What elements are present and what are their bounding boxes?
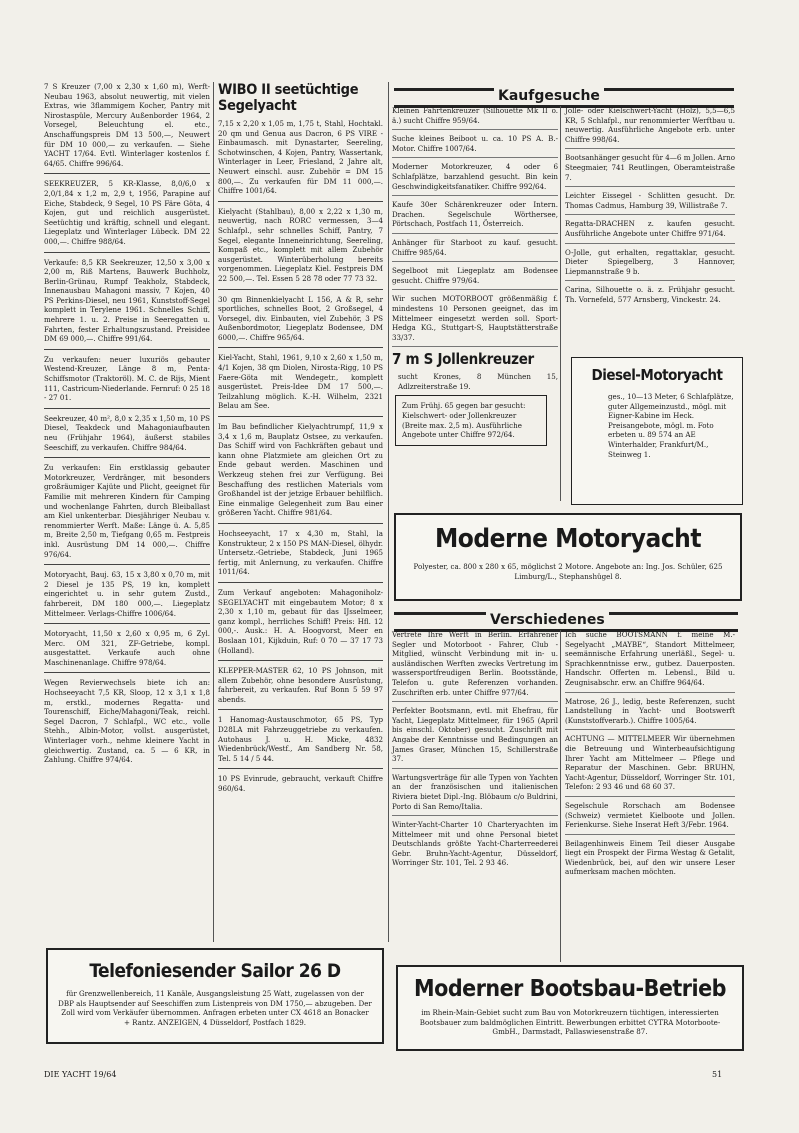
classified-ad: Verkaufe: 8,5 KR Seekreuzer, 12,50 x 3,00 x 2,00 m, Riß Martens, Bauwerk Buchholz, Berlin-Grünau, Rumpf Teakholz, Stabdeck, Innenausbau Mahagoni massiv, 7 Kojen, 40 PS Perkins-Diesel, neu 1961, Kunststoff-Segel komplett in Terylene 1961. Schnelles Schiff, mehrere 1. u. 2. Preise in Seeregatten u. Fahrten, fester Erhaltungszustand. Preisidee DM 69 000,—. Chiffre 991/64. [44,257,210,344]
classified-ad: Matrose, 26 J., ledig, beste Referenzen, sucht Landstellung in Yacht- und Bootswerft (Kunststoffverarb.). Chiffre 1005/64. [565,696,735,725]
classified-ad: 10 PS Evinrude, gebraucht, verkauft Chiffre 960/64. [218,774,383,794]
classified-ad: 7 S Kreuzer (7,00 x 2,30 x 1,60 m), Werft-Neubau 1963, absolut neuwertig, mit vielen Extras, wie 3flammigem Kocher, Pantry mit Nirostaspüle, Mercury Außenborder 1964, 2 Vorsegel, Beleuchtung el. etc., Anschaffungspreis DM 13 500,—, Neuwert für DM 10 000,— zu verkaufen. — Siehe YACHT 17/64. Evtl. Winterlager kostenlos f. 64/65. Chiffre 996/64. [44,82,210,168]
classified-ad: O-Jolle, gut erhalten, regattaklar, gesucht. Dieter Spiegelberg, 3 Hannover, Liepmannstraße 9 b. [565,247,735,276]
classified-ad: Wartungsverträge für alle Typen von Yachten an der französischen und italienischen Riviera bietet Dipl.-Ing. Blöbaum c/o Buldrini, Porto di San Remo/Italia. [392,772,558,811]
classified-ad: Leichter Eissegel - Schlitten gesucht. Dr. Thomas Cadmus, Hamburg 39, Willistraße 7. [565,191,735,210]
ad-text: ges., 10—13 Meter, 6 Schlafplätze, guter Allgemeinzustd., mögl. mit Eigner-Kabine im Heck. Preisangebote, mögl. m. Foto erbeten u. 89 574 an AE Winterhalder, Frankfurt/M., Steinweg 1. [608,392,734,459]
section-header-verschiedenes: Verschiedenes [394,612,738,632]
classified-ad: 1 Hanomag-Austauschmotor, 65 PS, Typ D28LA mit Fahrzeuggetriebe zu verkaufen. Autohaus J. u. H. Micke, 4832 Wiedenbrück/Westf., Am Sandberg Nr. 58, Tel. 5 14 / 5 44. [218,715,383,763]
classified-ad: Segelboot mit Liegeplatz am Bodensee gesucht. Chiffre 979/64. [392,266,558,285]
classified-ad: ACHTUNG — MITTELMEER Wir übernehmen die Betreuung und Winterbeaufsichtigung Ihrer Yacht am Mittelmeer — Pflege und Reparatur der Maschinen. Gebr. BRUHN, Yacht-Agentur, Düsseldorf, Worringer Str. 101, Telefon: 2 93 46 und 68 60 37. [565,734,735,792]
column-4-lower [565,630,735,881]
classified-ad: 7,15 x 2,20 x 1,05 m, 1,75 t, Stahl, Hochtakl. 20 qm und Genua aus Dacron, 6 PS VIRE - Einbaumasch. mit Dynastarter, Seereling, Schotwinschen, 4 Kojen, Pantry, Wassertank, Winterlager in Leer, Friesland, 2 Jahre alt, Neuwert einschl. ausr. Zubehör = DM 15 800,—. Zu verkaufen für DM 11 000,—. Chiffre 1001/64. [218,119,383,196]
ad-box-bootsbau-betrieb [396,965,744,1051]
ad-text: für Grenzwellenbereich, 11 Kanäle, Ausgangsleistung 25 Watt, zugelassen von der DBP als Hauptsender auf Seeschiffen zum Listenpreis von DM 1750,— abzugeben. Der Zoll wird vom Verkäufer übernommen. Anfragen erbeten unter CX 4618 an Bonacker + Rantz. ANZEIGEN, 4 Düsseldorf, Postfach 1829. [58,989,372,1027]
classified-ad: sucht Krones, 8 München 15, Adlzreiterstraße 19. [398,372,558,391]
ad-headline: 7 m S Jollenkreuzer [392,350,534,369]
classified-ad: Bootsanhänger gesucht für 4—6 m Jollen. Arno Steegmaier, 741 Reutlingen, Oberamteistraße 7. [565,153,735,182]
classified-ad: Motoryacht, 11,50 x 2,60 x 0,95 m, 6 Zyl. Merc. OM 321, ZF-Getriebe, kompl. ausgestattet. Verkaufe auch ohne Maschinenanlage. Chiffre 978/64. [44,629,210,667]
column-3 [392,106,558,446]
ad-text: im Rhein-Main-Gebiet sucht zum Bau von Motorkreuzern tüchtigen, interessierten Bootsbauer zum baldmöglichen Eintritt. Bewerbungen erbittet CYTRA Motorboote-GmbH., Darmstadt, Pallaswiesenstraße 87. [419,1008,721,1037]
classified-ad: Beilagenhinweis Einem Teil dieser Ausgabe liegt ein Prospekt der Firma Westag & Getalit, Wiedenbrück, bei, auf den wir unsere Leser aufmerksam machen möchten. [565,838,735,877]
classified-ad: Seekreuzer, 40 m², 8,0 x 2,35 x 1,50 m, 10 PS Diesel, Teakdeck und Mahagoniaufbauten neu (Frühjahr 1964), äußerst stabiles Seeschiff, zu verkaufen. Chiffre 984/64. [44,413,210,452]
classified-ad: Zu verkaufen: neuer luxuriös gebauter Westend-Kreuzer, Länge 8 m, Penta-Schiffsmotor (Traktoröl). M. C. de Rijs, Mient 111, Castricum-Niederlande. Fernruf: 0 25 18 - 27 01. [44,354,210,403]
ad-headline: Moderne Motoryacht [434,524,702,554]
classified-ad: Kleinen Fahrtenkreuzer (Silhouette Mk II o. ä.) sucht Chiffre 959/64. [392,106,558,125]
classified-ad: Perfekter Bootsmann, evtl. mit Ehefrau, für Yacht, Liegeplatz Mittelmeer, für 1965 (April bis einschl. Oktober) gesucht. Zuschrift mit Angabe der Kenntnisse und Bedingungen an James Graser, München 15, Schillerstraße 37. [392,706,558,764]
classified-ad: Im Bau befindlicher Kielyachtrumpf, 11,9 x 3,4 x 1,6 m, Bauplatz Ostsee, zu verkaufen. Das Schiff wird von Fachkräften gebaut und kann ohne Platzmiete am gleichen Ort zu Ende gebaut werden. Maschinen und Werkzeug stehen frei zur Verfügung. Bei Beschaffung des restlichen Materials vom Großhandel ist der jetzige Erbauer behilflich. Eine einmalige Gelegenheit zum Bau einer größeren Yacht. Chiffre 981/64. [218,422,383,518]
ad-headline: Diesel-Motoryacht [591,366,723,384]
ad-box-diesel-motoryacht [571,357,743,505]
ad-text: Polyester, ca. 800 x 280 x 65, möglichst 2 Motore. Angebote an: Ing. Jos. Schüler, 625 Limburg/L., Stephanshügel 8. [413,562,723,581]
column-4 [565,106,735,309]
classified-ad: Regatta-DRACHEN z. kaufen gesucht. Ausführliche Angebote unter Chiffre 971/64. [565,219,735,238]
ad-box-telefoniesender [46,948,384,1044]
classified-ad: 30 qm Binnenkielyacht L 156, A & R, sehr sportliches, schnelles Boot, 2 Großsegel, 4 Vorsegel, div. Einbauten, viel Zubehör, 3 PS Außenbordmotor, Liegeplatz Bodensee, DM 6000,—. Chiffre 965/64. [218,294,383,342]
ad-headline: WIBO II seetüchtige Segelyacht [218,82,359,114]
classified-ad: Motoryacht, Bauj. 63, 15 x 3,80 x 0,70 m, mit 2 Diesel je 135 PS, 19 kn, komplett eingerichtet u. in sehr gutem Zustd., fahrbereit, DM 180 000,—. Liegeplatz Mittelmeer. Verlags-Chiffre 1006/64. [44,570,210,618]
classified-ad: Hochseeyacht, 17 x 4,30 m, Stahl, la Konstrukteur, 2 x 150 PS MAN-Diesel, ölhydr. Untersetz.-Getriebe, Stabdeck, Juni 1965 fertig, mit Anlernung, zu verkaufen. Chiffre 1011/64. [218,528,383,577]
footer-magazine-issue: DIE YACHT 19/64 [44,1070,117,1079]
classified-ad: Anhänger für Starboot zu kauf. gesucht. Chiffre 985/64. [392,237,558,257]
boxed-ad: Zum Frühj. 65 gegen bar gesucht: Kielschwert- oder Jollenkreuzer (Breite max. 2,5 m). Ausführliche Angebote unter Chiffre 972/64. [395,395,547,445]
classified-ad: Zum Verkauf angeboten: Mahagoniholz-SEGELYACHT mit eingebautem Motor; 8 x 2,30 x 1,10 m, gebaut für das IJsselmeer, ganz kompl., herrliches Schiff! Preis: Hfl. 12 000,-. Ausk.: H. A. Hoogvorst, Meer en Boslaan 101, Kijkduin, Ruf: 0 70 — 37 17 73 (Holland). [218,587,383,655]
classified-ad: Carina, Silhouette o. ä. z. Frühjahr gesucht. Th. Vornefeld, 577 Arnsberg, Vinckestr. 24. [565,285,735,304]
classified-ad: Kielyacht (Stahlbau), 8,00 x 2,22 x 1,30 m, neuwertig, nach RORC vermessen, 3—4 Schlafpl., sehr schnelles Schiff, Pantry, 7 Segel, elegante Inneneinrichtung, Seereling, Kompaß etc., komplett mit allem Zubehör ausgerüstet. Winterüberholung bereits vorgenommen. Liegeplatz Kiel. Festpreis DM 22 500,—. Tel. Essen 5 28 78 oder 77 73 32. [218,206,383,283]
classified-ad: Kiel-Yacht, Stahl, 1961, 9,10 x 2,60 x 1,50 m, 4/1 Kojen, 38 qm Diolen, Nirosta-Rigg, 10 PS Faere-Göta mit Wendegetr., komplett ausgerüstet. Preis-Idee DM 17 500,—. Teilzahlung möglich. K.-H. Wilhelm, 2321 Belau am See. [218,353,383,411]
classified-ad: Kaufe 30er Schärenkreuzer oder Intern. Drachen. Segelschule Wörthersee, Pörtschach, Postfach 11, Österreich. [392,200,558,229]
classified-ad: Suche kleines Beiboot u. ca. 10 PS A. B.-Motor. Chiffre 1007/64. [392,134,558,153]
classified-ad: SEEKREUZER, 5 KR-Klasse, 8,0/6,0 x 2,0/1,84 x 1,2 m, 2,9 t, 1956, Parapine auf Eiche, Stabdeck, 9 Segel, 10 PS Färe Göta, 4 Kojen, gut und reichlich ausgerüstet. Seetüchtig und kräftig, schnell und elegant. Liegeplatz und Winterlager Lübeck. DM 22 000,—. Chiffre 988/64. [44,179,210,246]
ad-headline: Telefoniesender Sailor 26 D [89,960,341,982]
column-1 [44,82,210,769]
page-number: 51 [712,1070,723,1079]
classified-ad: Ich suche BOOTSMANN f. meine M.-Segelyacht „MAYBE“, Standort Mittelmeer, seemännische Erfahrung unerläßl., Segel- u. Sprachkenntnisse erw., gutbez. Dauerposten. Handschr. Offerten m. Lebensl., Bild u. Zeugnisabschr. erw. an Chiffre 964/64. [565,630,735,687]
classified-ad: Jolle- oder Kielschwert-Yacht (Holz), 5,5—6,5 KR, 5 Schlafpl., nur renommierter Werftbau u. neuwertig. Ausführliche Angebote erb. unter Chiffre 998/64. [565,106,735,144]
ad-box-moderne-motoryacht [394,513,742,601]
classified-ad: Zu verkaufen: Ein erstklassig gebauter Motorkreuzer, Verdränger, mit besonders großräumiger Kajüte und Plicht, geeignet für Familie mit mehreren Kindern für Camping und wochenlange Fahrten, durch Bleiballast am Kiel unkenterbar. Diesjähriger Neubau v. renommierter Werft. Maße: Länge ü. A. 5,85 m, Breite 2,50 m, Tiefgang 0,65 m. Festpreis inkl. Ausrüstung DM 14 000,—. Chiffre 976/64. [44,463,210,559]
column-2 [218,82,383,798]
column-3-lower [392,630,558,872]
classified-ad: Segelschule Rorschach am Bodensee (Schweiz) vermietet Kielboote und Jollen. Ferienkurse. Siehe Inserat Heft 3/Febr. 1964. [565,800,735,830]
classified-ad: KLEPPER-MASTER 62, 10 PS Johnson, mit allem Zubehör, ohne besondere Ausrüstung, fahrbereit, zu verkaufen. Ruf Bonn 5 59 97 abends. [218,666,383,704]
classified-ad: Moderner Motorkreuzer, 4 oder 6 Schlafplätze, barzahlend gesucht. Bin kein Geschwindigkeitsfanatiker. Chiffre 992/64. [392,162,558,191]
classified-ad: Vertrete Ihre Werft in Berlin. Erfahrener Segler und Motorboot - Fahrer, Club - Mitglied, wünscht Verbindung mit in- u. ausländischen Werften zwecks Vertretung im wassersportfreudigen Berlin. Bootsstände, Telefon u. gute Referenzen vorhanden. Zuschriften erb. unter Chiffre 977/64. [392,630,558,697]
classified-ad: Wir suchen MOTORBOOT größenmäßig f. mindestens 10 Personen geeignet, das im Mittelmeer eingesetzt werden soll. Sport-Hedga KG., Stuttgart-S, Hauptstätterstraße 33/37. [392,294,558,342]
classified-ad: Winter-Yacht-Charter 10 Charteryachten im Mittelmeer mit und ohne Personal bietet Deutschlands größte Yacht-Charterreederei Gebr. Bruhn-Yacht-Agentur, Düsseldorf, Worringer Str. 101, Tel. 2 93 46. [392,820,558,868]
section-header-kaufgesuche: Kaufgesuche [394,88,734,108]
classified-ad: Wegen Revierwechsels biete ich an: Hochseeyacht 7,5 KR, Sloop, 12 x 3,1 x 1,8 m, erstkl., modernes Regatta- und Tourenschiff, Eiche/Mahagoni/Teak, reichl. Segel Dacron, 7 Schlafpl., WC etc., volle Stehh., Albin-Motor, vollst. ausgerüstet, Winterlager vorh., nehme kleinere Yacht in gleichwertig. Zustand, ca. 5 — 6 KR, in Zahlung. Chiffre 974/64. [44,678,210,765]
ad-headline: Moderner Bootsbau-Betrieb [414,976,726,1002]
